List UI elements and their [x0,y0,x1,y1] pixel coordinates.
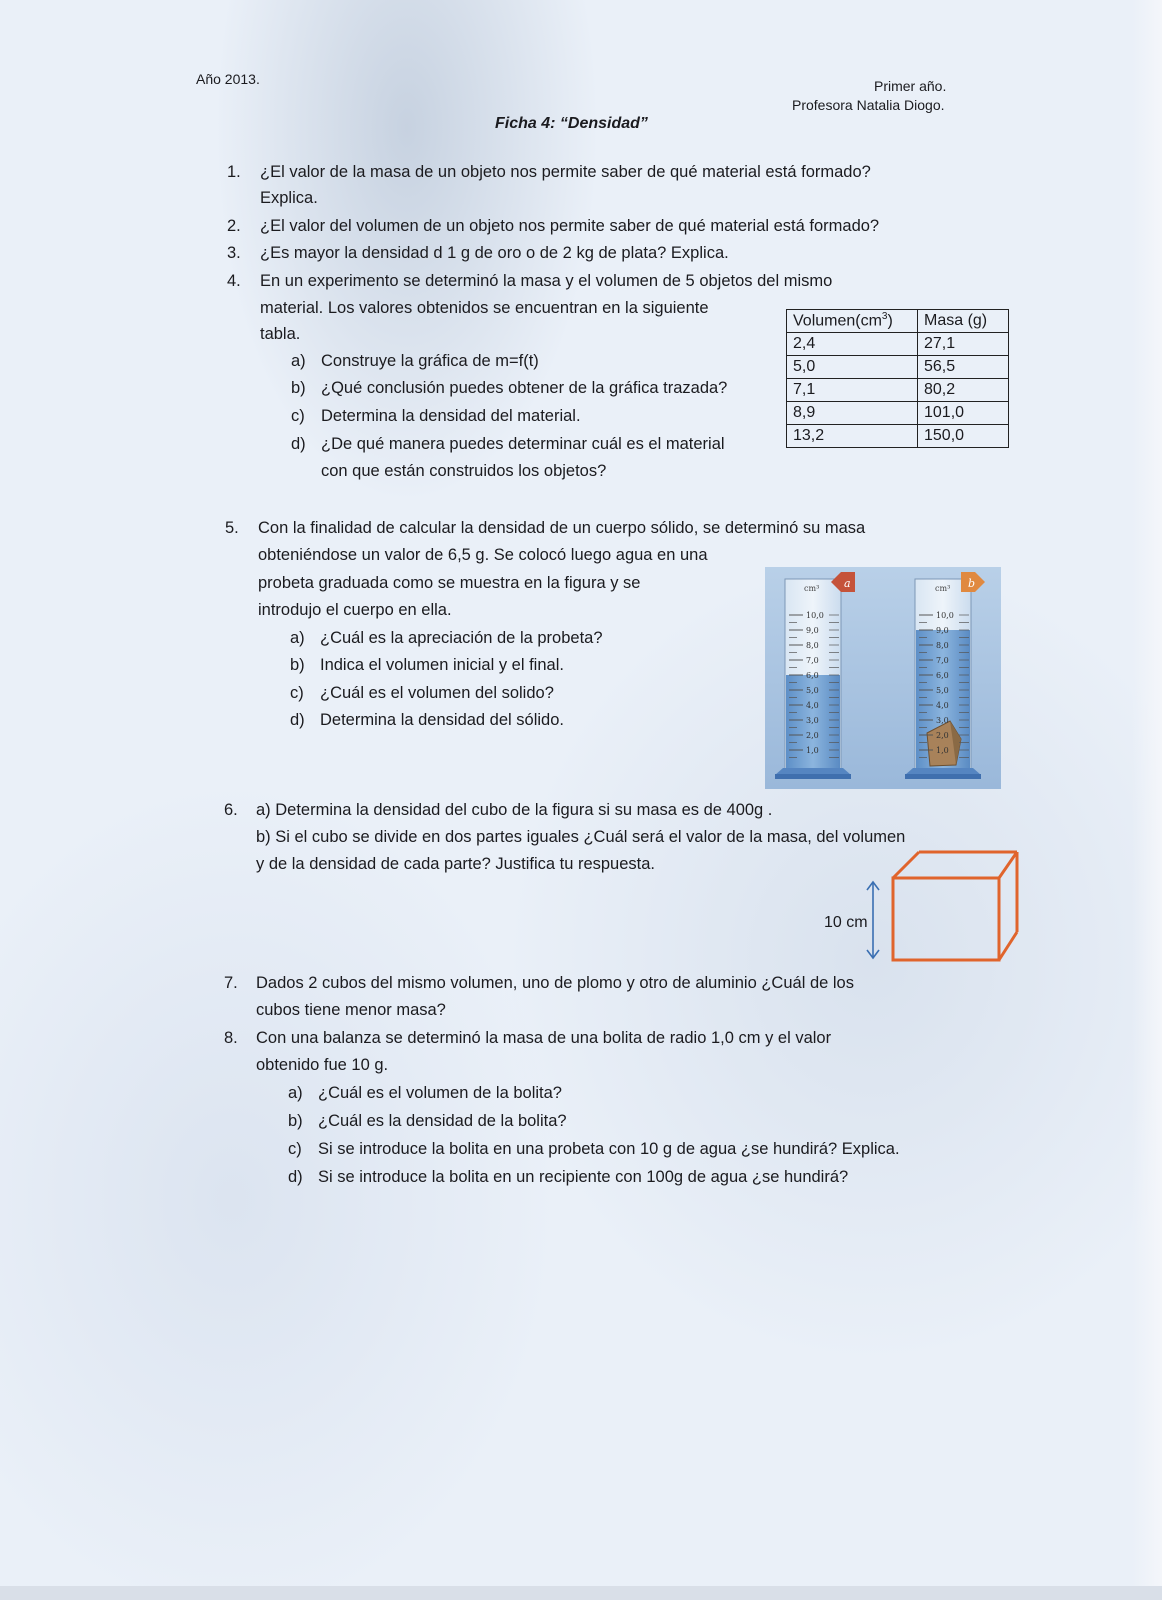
question-7-line-2: cubos tiene menor masa? [256,1001,446,1019]
question-number: 7. [224,974,238,992]
graduated-cylinders-figure [765,567,1001,789]
question-4-line-1: En un experimento se determinó la masa y el volumen de 5 objetos del mismo [260,272,833,290]
item-label: b) [291,379,306,397]
table-row [787,402,1009,425]
dimension-arrow [867,882,879,958]
item-label: a) [288,1084,303,1102]
paper-bottom-edge [0,1586,1162,1600]
item-text: ¿Qué conclusión puedes obtener de la gráfica trazada? [321,379,728,397]
question-5-item-a [290,625,603,652]
question-5-item-c [290,680,554,707]
scale-label-b: 10,0 [936,611,954,620]
question-4-item-a [291,348,539,375]
table-cell: 2,4 [787,333,918,356]
question-8-item-b [288,1108,567,1135]
cube-icon [893,852,1017,960]
item-text: Determina la densidad del material. [321,407,581,425]
item-text: Si se introduce la bolita en una probeta con 10 g de agua ¿se hundirá? Explica. [318,1140,900,1158]
item-text: ¿Cuál es la apreciación de la probeta? [320,629,603,647]
scale-label-a: 7,0 [806,656,819,665]
column-header-volume: $Volumen(cm^3)$ [787,310,918,333]
table-cell: 150,0 [918,425,1009,448]
question-4-line-3: tabla. [260,325,301,343]
item-label: a) [290,629,305,647]
question-8-item-a [288,1080,562,1107]
scale-label-a: 8,0 [806,641,819,650]
table-header-row [787,310,1009,333]
table-row [787,425,1009,448]
question-4-item-d-line-2: con que están construidos los objetos? [321,462,607,480]
question-number: 2. [227,217,241,235]
scale-label-a: 9,0 [806,626,819,635]
scale-label-a: 3,0 [806,716,819,725]
question-number: 4. [227,272,241,290]
item-label: d) [288,1168,303,1186]
question-6-line-1: a) Determina la densidad del cubo de la figura si su masa es de 400g . [256,801,773,819]
data-table [786,309,1009,448]
question-8-line-2: obtenido fue 10 g. [256,1056,389,1074]
question-number: 5. [225,519,239,537]
question-2-text: ¿El valor del volumen de un objeto nos permite saber de qué material está formado? [260,217,880,235]
course-label: Primer año. [874,78,947,94]
item-text: ¿De qué manera puedes determinar cuál es el material [321,435,725,453]
item-label: c) [288,1140,302,1158]
item-text: ¿Cuál es la densidad de la bolita? [318,1112,567,1130]
column-header-mass: Masa (g) [918,310,1009,333]
question-6-line-2: b) Si el cubo se divide en dos partes iguales ¿Cuál será el valor de la masa, del volumen [256,828,906,846]
scale-label-b: 7,0 [936,656,949,665]
question-5-line-4: introdujo el cuerpo en ella. [258,601,452,619]
unit-label-a: cm³ [804,584,820,593]
item-label: c) [291,407,305,425]
item-label: d) [290,711,305,729]
scale-label-b: 5,0 [936,686,949,695]
scale-label-a: 2,0 [806,731,819,740]
scale-label-b: 8,0 [936,641,949,650]
scale-label-a: 10,0 [806,611,824,620]
question-4-item-c [291,403,581,430]
scale-label-a: 1,0 [806,746,819,755]
table-cell: 56,5 [918,356,1009,379]
question-number: 1. [227,163,241,181]
table-cell: 8,9 [787,402,918,425]
cube-figure [815,848,1027,964]
scale-label-a: 6,0 [806,671,819,680]
cube-dimension-label: 10 cm [824,914,868,931]
question-number: 6. [224,801,238,819]
question-5-line-1: Con la finalidad de calcular la densidad de un cuerpo sólido, se determinó su masa [258,519,866,537]
question-1-line-2: Explica. [260,189,318,207]
question-number: 8. [224,1029,238,1047]
question-5-item-b [290,652,564,679]
scale-label-b: 4,0 [936,701,949,710]
item-label: a) [291,352,306,370]
table-row [787,356,1009,379]
unit-label-b: cm³ [935,584,951,593]
item-label: b) [290,656,305,674]
scale-label-b: 2,0 [936,731,949,740]
item-label: b) [288,1112,303,1130]
table-cell: 7,1 [787,379,918,402]
scale-label-a: 5,0 [806,686,819,695]
scale-label-b: 1,0 [936,746,949,755]
table-cell: 80,2 [918,379,1009,402]
table-cell: 27,1 [918,333,1009,356]
question-7-line-1: Dados 2 cubos del mismo volumen, uno de plomo y otro de aluminio ¿Cuál de los [256,974,854,992]
paper-edge [1132,0,1162,1600]
question-5-line-2: obteniéndose un valor de 6,5 g. Se colocó luego agua en una [258,546,708,564]
question-5-line-3: probeta graduada como se muestra en la figura y se [258,574,641,592]
teacher-label: Profesora Natalia Diogo. [792,97,945,113]
question-4-item-b [291,375,727,402]
svg-text:b: b [968,577,976,590]
question-1-line-1: ¿El valor de la masa de un objeto nos permite saber de qué material está formado? [260,163,871,181]
question-5-item-d [290,707,564,734]
question-3-text: ¿Es mayor la densidad d 1 g de oro o de 2 kg de plata? Explica. [260,244,729,262]
table-row [787,379,1009,402]
item-text: Construye la gráfica de m=f(t) [321,352,539,370]
item-text: ¿Cuál es el volumen de la bolita? [318,1084,562,1102]
question-8-item-d [288,1164,848,1191]
item-label: c) [290,684,304,702]
table-cell: 13,2 [787,425,918,448]
item-text: Determina la densidad del sólido. [320,711,564,729]
question-4-line-2: material. Los valores obtenidos se encuentran en la siguiente [260,299,709,317]
question-4-item-d [291,431,725,458]
scale-label-b: 9,0 [936,626,949,635]
item-text: ¿Cuál es el volumen del solido? [320,684,554,702]
item-text: Si se introduce la bolita en un recipiente con 100g de agua ¿se hundirá? [318,1168,849,1186]
scale-label-a: 4,0 [806,701,819,710]
table-cell: 5,0 [787,356,918,379]
page-title: Ficha 4: “Densidad” [495,115,648,132]
year-label: Año 2013. [196,71,260,87]
svg-text:a: a [844,577,851,590]
question-number: 3. [227,244,241,262]
question-8-line-1: Con una balanza se determinó la masa de una bolita de radio 1,0 cm y el valor [256,1029,832,1047]
question-8-item-c [288,1136,900,1163]
table-row [787,333,1009,356]
scale-label-b: 6,0 [936,671,949,680]
table-cell: 101,0 [918,402,1009,425]
question-6-line-3: y de la densidad de cada parte? Justifica tu respuesta. [256,855,656,873]
scale-label-b: 3,0 [936,716,949,725]
item-text: Indica el volumen inicial y el final. [320,656,564,674]
item-label: d) [291,435,306,453]
